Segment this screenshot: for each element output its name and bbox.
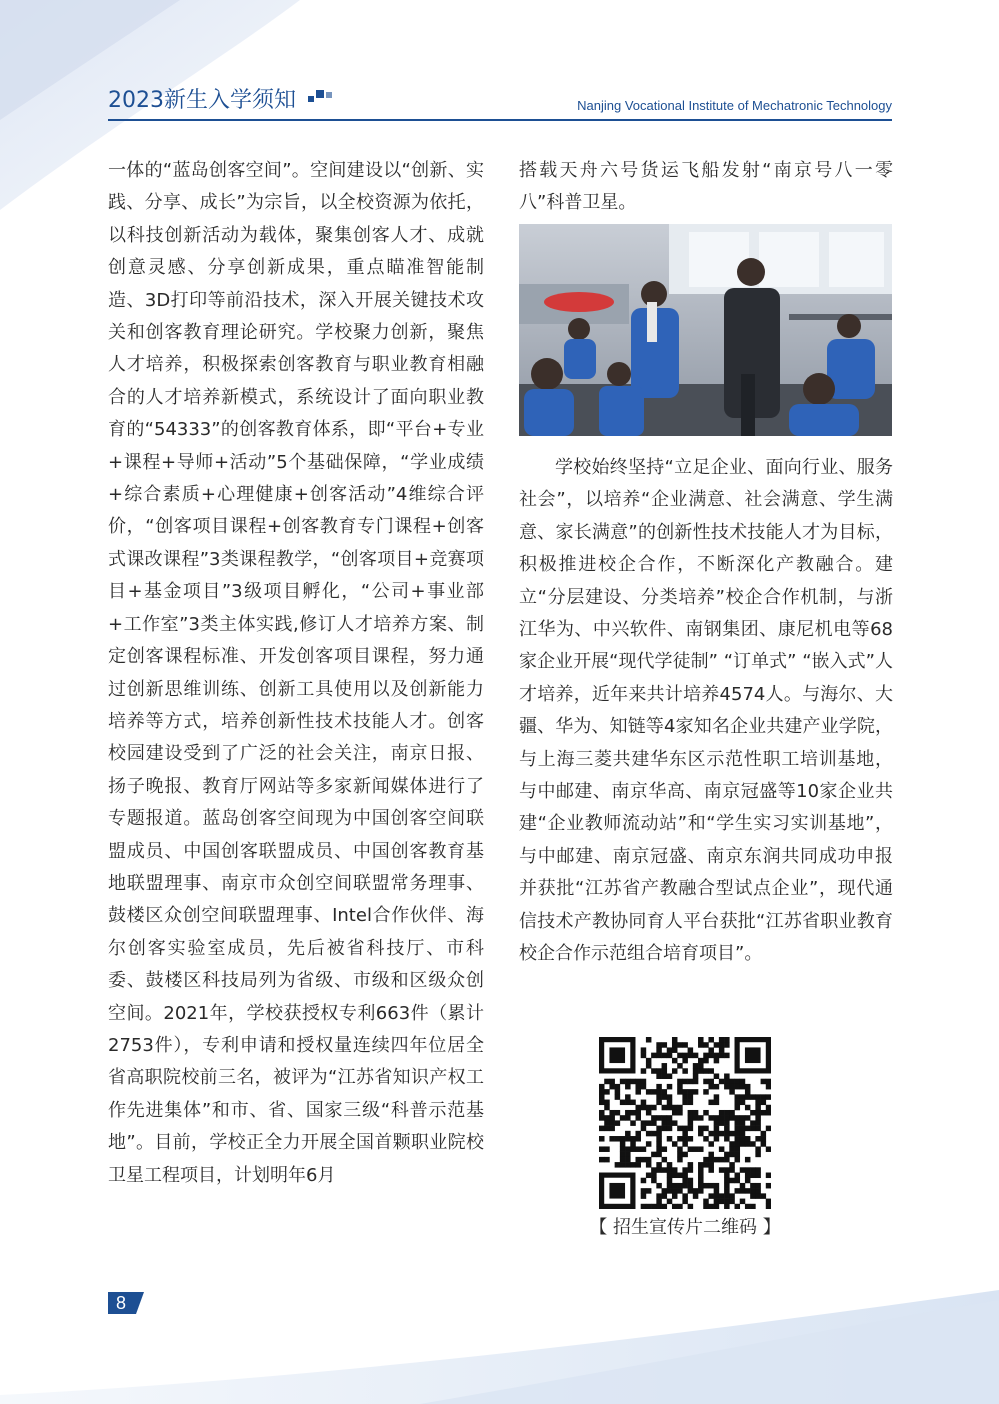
page-number-badge [108, 1292, 144, 1314]
maker-space-photo [519, 224, 892, 436]
qr-code-image[interactable] [599, 1037, 771, 1209]
right-column-main-text: 学校始终坚持“立足企业、面向行业、服务社会”，以培养“企业满意、社会满意、学生满意、家长满意”的创新性技术技能人才为目标，积极推进校企合作，不断深化产教融合。建立“分层建设、分类培养”校企合作机制，与浙江华为、中兴软件、南钢集团、康尼机电等68家企业开展“现代学徒制” “订单式” “嵌入式”人才培养，近年来共计培养4574人。与海尔、大疆、华为、知链等4家知名企业共建产业学院，与上海三菱共建华东区示范性职工培训基地，与中邮建、南京华高、南京冠盛等10家企业共建“企业教师流动站”和“学生实习实训基地”，与中邮建、南京冠盛、南京东润共同成功申报并获批“江苏省产教融合型试点企业”，现代通信技术产教协同育人平台获批“江苏省职业教育校企合作示范组合培育项目”。 [519, 457, 893, 965]
header-institution-name: Nanjing Vocational Institute of Mechatronic Technology [577, 98, 892, 113]
header-title: 2023新生入学须知 [108, 88, 296, 113]
page-header [108, 86, 892, 124]
left-column-text: 一体的“蓝岛创客空间”。空间建设以“创新、实践、分享、成长”为宗旨，以全校资源为依托，以科技创新活动为载体，聚集创客人才、成就创意灵感、分享创新成果，重点瞄准智能制造、3D打印等前沿技术，深入开展关键技术攻关和创客教育理论研究。学校聚力创新，聚焦人才培养，积极探索创客教育与职业教育相融合的人才培养新模式，系统设计了面向职业教育的“54333”的创客教育体系，即“平台+专业+课程+导师+活动”5个基础保障，“学业成绩+综合素质+心理健康+创客活动”4维综合评价，“创客项目课程+创客教育专门课程+创客式课改课程”3类课程教学，“创客项目+竞赛项目+基金项目”3级项目孵化，“公司+事业部+工作室”3类主体实践,修订人才培养方案、制定创客课程标准、开发创客项目课程，努力通过创新思维训练、创新工具使用以及创新能力培养等方式，培养创新性技术技能人才。创客校园建设受到了广泛的社会关注，南京日报、扬子晚报、教育厅网站等多家新闻媒体进行了专题报道。蓝岛创客空间现为中国创客空间联盟成员、中国创客联盟成员、中国创客教育基地联盟理事、南京市众创空间联盟常务理事、鼓楼区众创空间联盟理事、Intel合作伙伴、海尔创客实验室成员，先后被省科技厅、市科委、鼓楼区科技局列为省级、市级和区级众创空间。2021年，学校获授权专利663件（累计2753件），专利申请和授权量连续四年位居全省高职院校前三名，被评为“江苏省知识产权工作先进集体”和市、省、国家三级“科普示范基地”。目前，学校正全力开展全国首颗职业院校卫星工程项目，计划明年6月 [108, 160, 484, 1186]
header-divider [108, 119, 892, 121]
header-decoration-squares [308, 90, 338, 104]
right-column-top-text: 搭载天舟六号货运飞船发射“南京号八一零八”科普卫星。 [519, 160, 893, 214]
qr-caption: 【 招生宣传片二维码 】 [589, 1217, 781, 1238]
page-number: 8 [116, 1293, 127, 1313]
